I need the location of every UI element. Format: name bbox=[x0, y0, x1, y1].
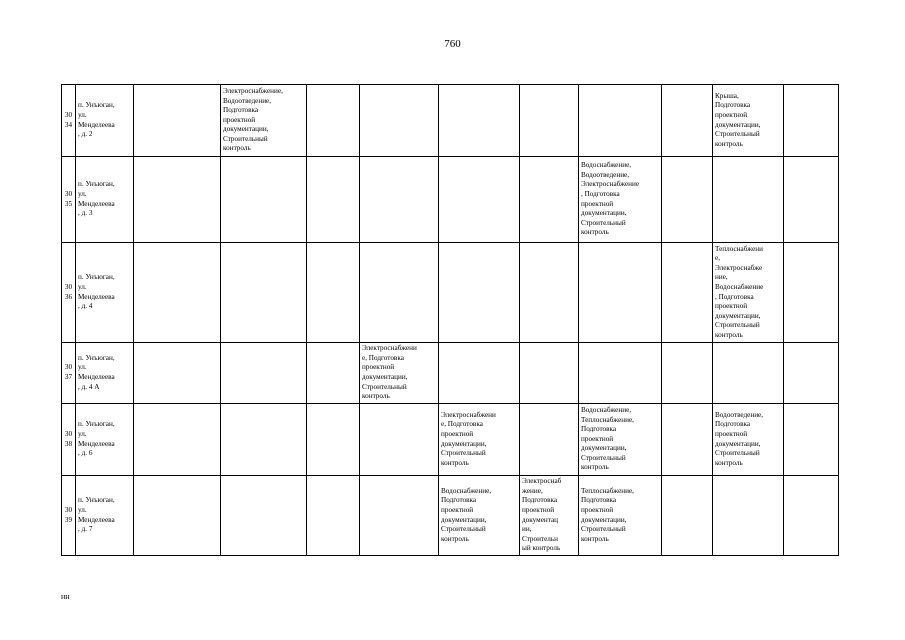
row-number-cell: 30 34 bbox=[62, 85, 76, 157]
works-cell bbox=[221, 243, 307, 343]
works-cell bbox=[579, 243, 662, 343]
empty-cell bbox=[784, 476, 839, 556]
page-number: 760 bbox=[444, 38, 461, 50]
address-cell: п. Унъюган, ул. Менделеева , д. 7 bbox=[76, 476, 134, 556]
works-cell: Теплоснабжени е, Электроснабже ние, Водоснабжение , Подготовка проектной документации, Строительный контроль bbox=[713, 243, 784, 343]
works-cell bbox=[221, 343, 307, 404]
works-cell bbox=[221, 476, 307, 556]
works-cell bbox=[713, 157, 784, 243]
works-cell bbox=[520, 343, 579, 404]
empty-cell bbox=[784, 343, 839, 404]
works-table bbox=[61, 84, 839, 556]
empty-cell bbox=[662, 85, 713, 157]
empty-cell bbox=[784, 243, 839, 343]
table-row bbox=[62, 157, 839, 243]
works-cell bbox=[579, 85, 662, 157]
row-number-cell: 30 39 bbox=[62, 476, 76, 556]
works-cell bbox=[520, 404, 579, 476]
footer-mark: нн bbox=[61, 592, 70, 601]
row-number-cell: 30 35 bbox=[62, 157, 76, 243]
empty-cell bbox=[662, 243, 713, 343]
works-cell bbox=[579, 343, 662, 404]
works-cell bbox=[439, 343, 520, 404]
works-cell: Электроснабжени е, Подготовка проектной документации, Строительный контроль bbox=[439, 404, 520, 476]
address-cell: п. Унъюган, ул. Менделеева , д. 4 bbox=[76, 243, 134, 343]
empty-cell bbox=[134, 85, 221, 157]
works-cell bbox=[439, 243, 520, 343]
empty-cell bbox=[662, 157, 713, 243]
works-cell bbox=[360, 476, 439, 556]
empty-cell bbox=[784, 85, 839, 157]
empty-cell bbox=[134, 243, 221, 343]
works-cell: Электроснабжени е, Подготовка проектной документации, Строительный контроль bbox=[360, 343, 439, 404]
works-cell: Крыша, Подготовка проектной документации, Строительный контроль bbox=[713, 85, 784, 157]
empty-cell bbox=[307, 85, 360, 157]
works-cell: Теплоснабжение, Подготовка проектной документации, Строительный контроль bbox=[579, 476, 662, 556]
works-cell: Электроснабжение, Водоотведение, Подготовка проектной документации, Строительный контроль bbox=[221, 85, 307, 157]
works-cell bbox=[713, 476, 784, 556]
works-cell: Водоснабжение, Подготовка проектной документации, Строительный контроль bbox=[439, 476, 520, 556]
empty-cell bbox=[307, 157, 360, 243]
works-cell bbox=[221, 157, 307, 243]
works-cell bbox=[360, 85, 439, 157]
address-cell: п. Унъюган, ул. Менделеева , д. 4 А bbox=[76, 343, 134, 404]
address-cell: п. Унъюган, ул. Менделеева , д. 6 bbox=[76, 404, 134, 476]
works-cell bbox=[439, 85, 520, 157]
table-row bbox=[62, 404, 839, 476]
address-cell: п. Унъюган, ул. Менделеева , д. 2 bbox=[76, 85, 134, 157]
empty-cell bbox=[134, 404, 221, 476]
table-row bbox=[62, 343, 839, 404]
empty-cell bbox=[134, 157, 221, 243]
row-number-cell: 30 38 bbox=[62, 404, 76, 476]
works-cell bbox=[713, 343, 784, 404]
empty-cell bbox=[307, 343, 360, 404]
empty-cell bbox=[134, 343, 221, 404]
works-cell bbox=[221, 404, 307, 476]
address-cell: п. Унъюган, ул. Менделеева , д. 3 bbox=[76, 157, 134, 243]
works-cell bbox=[360, 157, 439, 243]
row-number-cell: 30 37 bbox=[62, 343, 76, 404]
works-cell bbox=[520, 157, 579, 243]
empty-cell bbox=[784, 157, 839, 243]
works-cell bbox=[360, 243, 439, 343]
empty-cell bbox=[307, 243, 360, 343]
empty-cell bbox=[134, 476, 221, 556]
works-cell: Водоснабжение, Теплоснабжение, Подготовка проектной документации, Строительный контроль bbox=[579, 404, 662, 476]
works-cell bbox=[520, 85, 579, 157]
empty-cell bbox=[662, 404, 713, 476]
works-cell bbox=[360, 404, 439, 476]
row-number-cell: 30 36 bbox=[62, 243, 76, 343]
works-cell: Водоотведение, Подготовка проектной документации, Строительный контроль bbox=[713, 404, 784, 476]
works-cell: Электроснаб жение, Подготовка проектной документац ии, Строительн ый контроль bbox=[520, 476, 579, 556]
works-cell bbox=[520, 243, 579, 343]
empty-cell bbox=[662, 476, 713, 556]
table-row bbox=[62, 476, 839, 556]
empty-cell bbox=[307, 476, 360, 556]
table-row bbox=[62, 85, 839, 157]
works-cell: Водоснабжение, Водоотведение, Электроснабжение , Подготовка проектной документации, Строительный контроль bbox=[579, 157, 662, 243]
empty-cell bbox=[784, 404, 839, 476]
empty-cell bbox=[662, 343, 713, 404]
empty-cell bbox=[307, 404, 360, 476]
works-cell bbox=[439, 157, 520, 243]
table-row bbox=[62, 243, 839, 343]
